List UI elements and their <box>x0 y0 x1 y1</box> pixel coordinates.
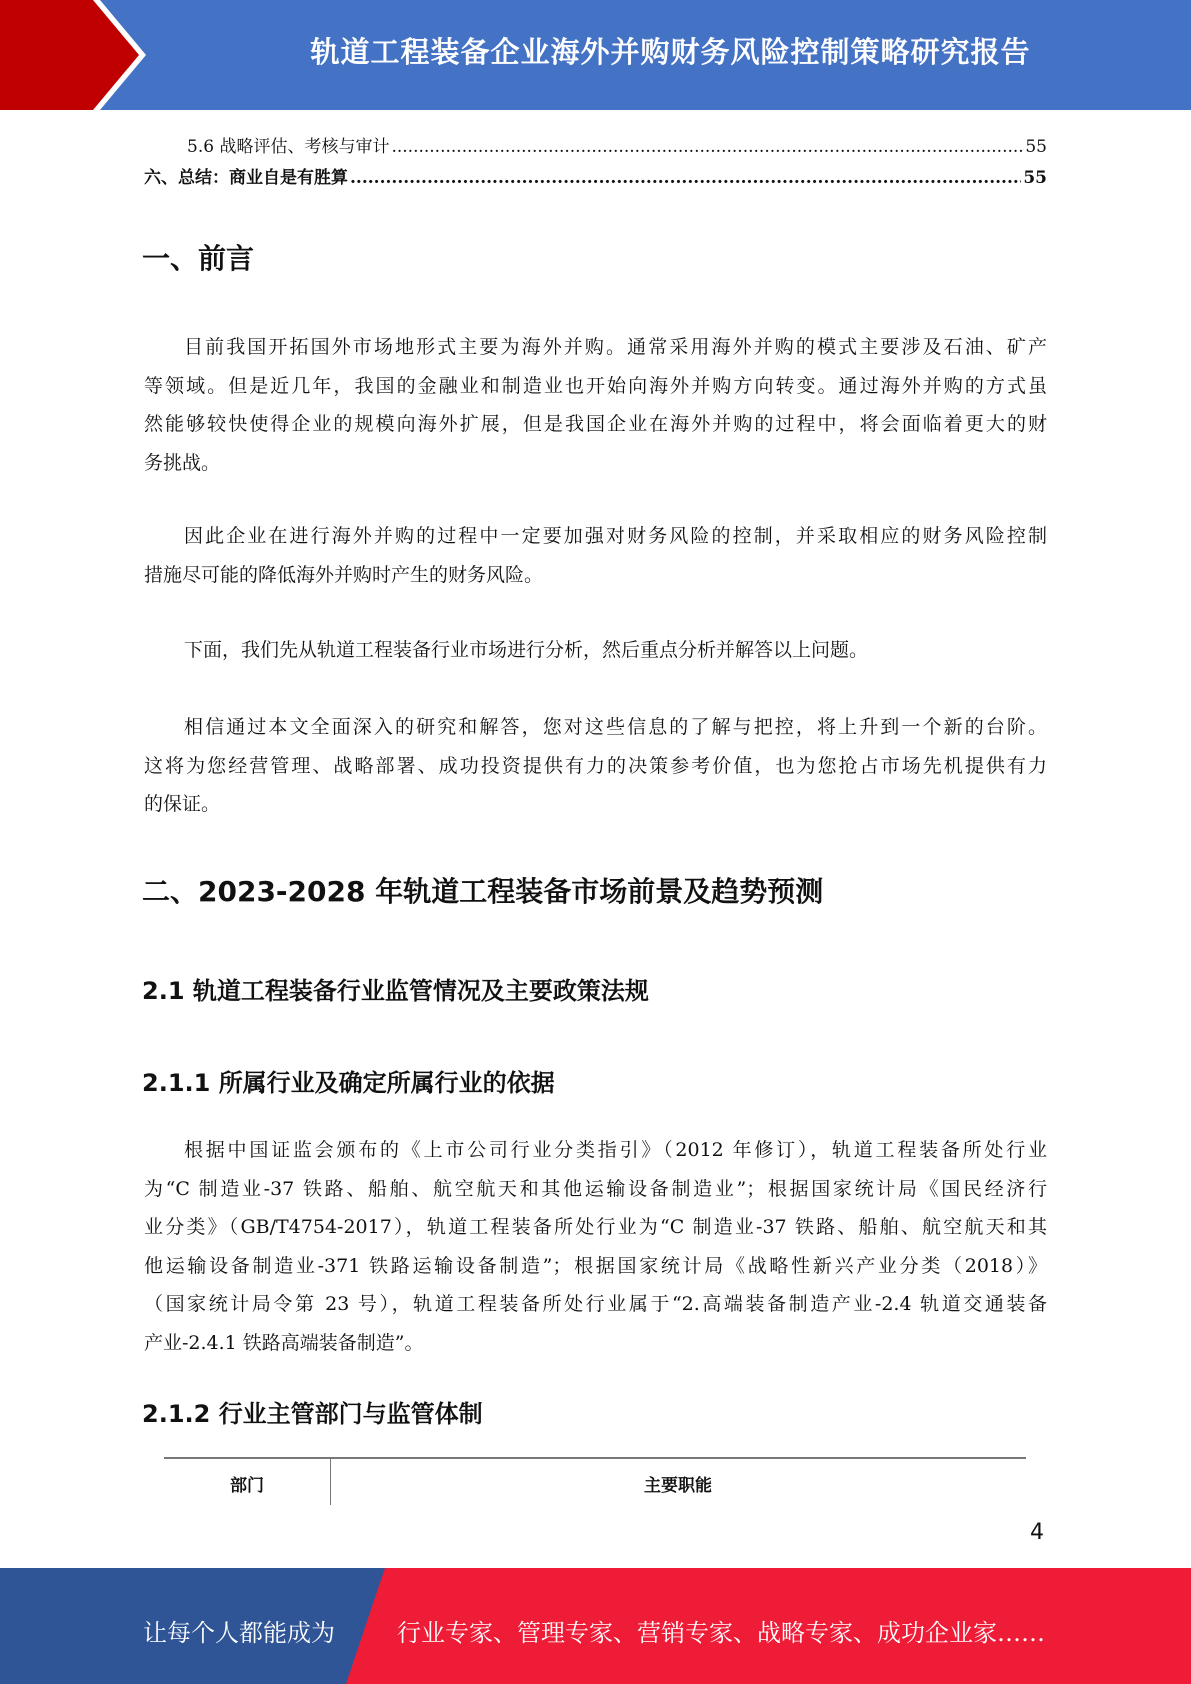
paragraph <box>144 631 1047 670</box>
text-line: 产业-2.4.1 铁路高端装备制造”。 <box>144 1331 424 1354</box>
section-heading-preface: 一、前言 <box>142 242 255 275</box>
section-heading-forecast: 二、2023-2028 年轨道工程装备市场前景及趋势预测 <box>142 875 824 908</box>
text-line: 措施尽可能的降低海外并购时产生的财务风险。 <box>144 563 544 586</box>
footer-slogan-left: 让每个人都能成为 <box>143 1619 335 1647</box>
toc-label: 5.6 战略评估、考核与审计 <box>187 137 390 157</box>
text-line: 然能够较快使得企业的规模向海外扩展，但是我国企业在海外并购的过程中，将会面临着更大的财 <box>144 413 1047 435</box>
table-header-functions: 主要职能 <box>644 1476 712 1496</box>
text-line: 他运输设备制造业-371 铁路运输设备制造”；根据国家统计局《战略性新兴产业分类（2018）》 <box>144 1254 1047 1277</box>
paragraph <box>144 328 1047 482</box>
page-header <box>0 0 1191 110</box>
text-line: 等领域。但是近几年，我国的金融业和制造业也开始向海外并购方向转变。通过海外并购的方式虽 <box>144 374 1047 397</box>
toc-page: 55 <box>1023 168 1047 188</box>
text-line: 因此企业在进行海外并购的过程中一定要加强对财务风险的控制，并采取相应的财务风险控制 <box>184 525 1047 547</box>
red-arrow-decoration <box>0 0 160 110</box>
toc-page: 55 <box>1025 137 1047 157</box>
text-line: 业分类》（GB/T4754-2017），轨道工程装备所处行业为“C 制造业-37 铁路、船舶、航空航天和其 <box>144 1216 1047 1238</box>
text-line: 这将为您经营管理、战略部署、成功投资提供有力的决策参考价值，也为您抢占市场先机提供有力 <box>144 754 1047 777</box>
paragraph <box>144 517 1047 594</box>
text-line: （国家统计局令第 23 号），轨道工程装备所处行业属于“2.高端装备制造产业-2.4 轨道交通装备 <box>144 1293 1047 1315</box>
toc-label: 六、总结：商业自是有胜算 <box>144 168 348 188</box>
report-title: 轨道工程装备企业海外并购财务风险控制策略研究报告 <box>310 35 1031 69</box>
text-line: 目前我国开拓国外市场地形式主要为海外并购。通常采用海外并购的模式主要涉及石油、矿产 <box>184 336 1047 358</box>
subsection-heading-2-1-1: 2.1.1 所属行业及确定所属行业的依据 <box>142 1069 555 1097</box>
toc-leader <box>391 137 1023 157</box>
paragraph <box>144 1131 1047 1362</box>
text-line: 务挑战。 <box>144 451 221 474</box>
table-header-department: 部门 <box>230 1476 264 1496</box>
text-line: 为“C 制造业-37 铁路、船舶、航空航天和其他运输设备制造业”；根据国家统计局《国民经济行 <box>144 1177 1047 1200</box>
text-line: 根据中国证监会颁布的《上市公司行业分类指引》（2012 年修订），轨道工程装备所处行业 <box>184 1139 1047 1161</box>
text-line: 相信通过本文全面深入的研究和解答，您对这些信息的了解与把控，将上升到一个新的台阶。 <box>184 716 1047 738</box>
toc-leader <box>350 168 1021 188</box>
footer-slogan-right: 行业专家、管理专家、营销专家、战略专家、成功企业家…… <box>397 1619 1045 1647</box>
page-number: 4 <box>1030 1520 1044 1545</box>
regulation-table <box>164 1457 1026 1503</box>
subsection-heading-2-1-2: 2.1.2 行业主管部门与监管体制 <box>142 1400 483 1428</box>
subsection-heading-2-1: 2.1 轨道工程装备行业监管情况及主要政策法规 <box>142 977 649 1005</box>
toc-entry[interactable] <box>144 163 1047 188</box>
page-footer <box>0 1568 1191 1684</box>
toc-entry[interactable] <box>144 132 1047 157</box>
text-line: 下面，我们先从轨道工程装备行业市场进行分析，然后重点分析并解答以上问题。 <box>184 639 869 661</box>
text-line: 的保证。 <box>144 793 221 815</box>
paragraph <box>144 708 1047 824</box>
